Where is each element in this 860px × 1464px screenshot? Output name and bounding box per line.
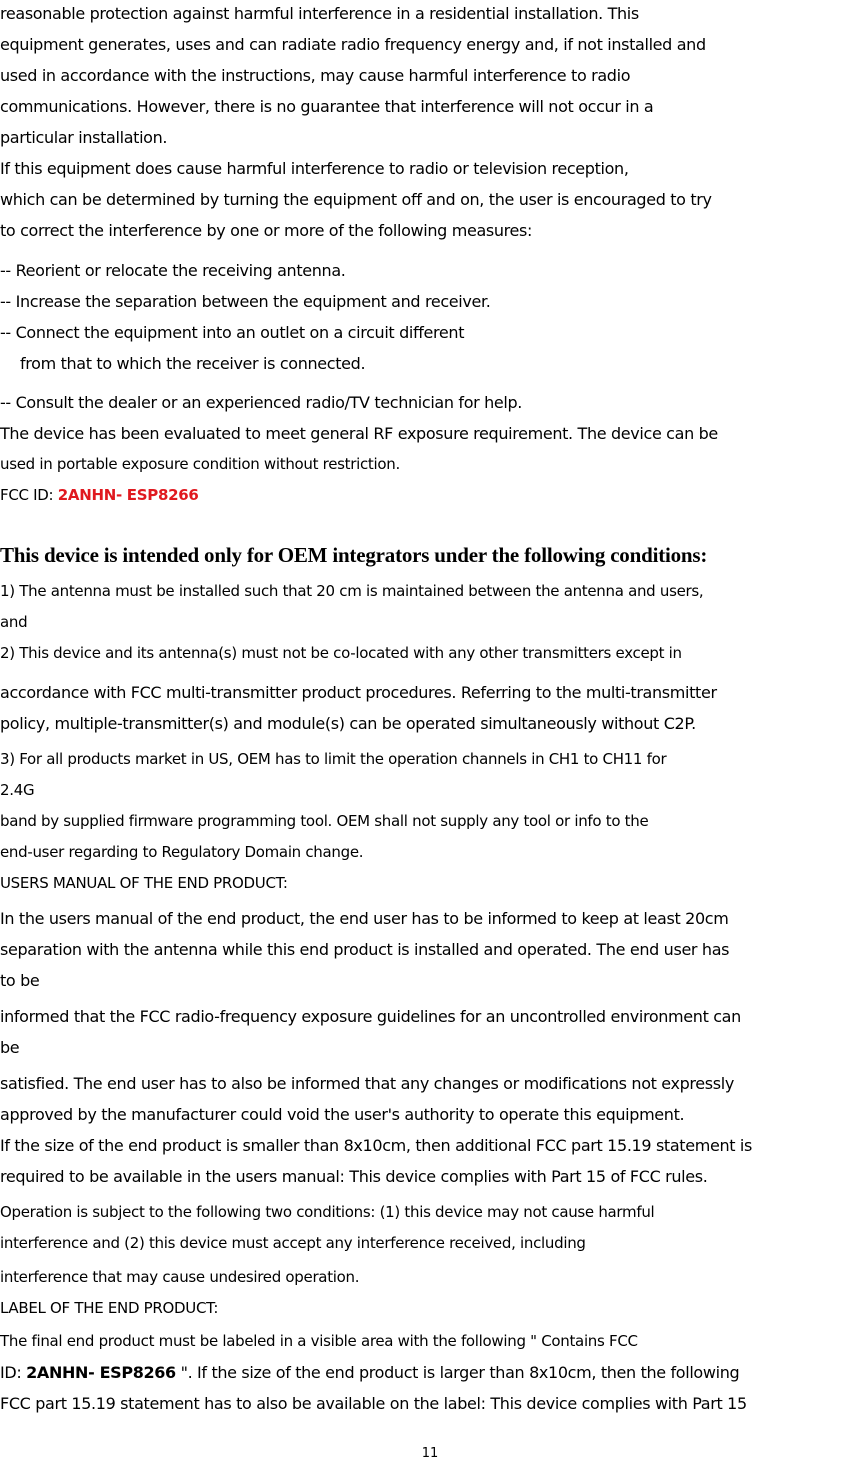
fcc-id-label: FCC ID: bbox=[0, 486, 58, 504]
condition-line: and bbox=[0, 613, 28, 631]
body-line: used in portable exposure condition without restriction. bbox=[0, 455, 400, 473]
body-line: communications. However, there is no guarantee that interference will not occur in a bbox=[0, 97, 654, 116]
fcc-id-label-line bbox=[0, 1357, 860, 1388]
manual-line: separation with the antenna while this end product is installed and operated. The end user has bbox=[0, 940, 730, 959]
measure-item-continued: from that to which the receiver is connected. bbox=[20, 354, 366, 373]
oem-conditions-heading: This device is intended only for OEM integrators under the following conditions: bbox=[0, 543, 708, 567]
fcc-id-line bbox=[0, 480, 860, 511]
id-suffix: ". If the size of the end product is larger than 8x10cm, then the following bbox=[175, 1363, 740, 1382]
measure-item: -- Increase the separation between the equipment and receiver. bbox=[0, 292, 491, 311]
body-line: used in accordance with the instructions, may cause harmful interference to radio bbox=[0, 66, 631, 85]
condition-line: 1) The antenna must be installed such that 20 cm is maintained between the antenna and users, bbox=[0, 582, 704, 600]
manual-line: be bbox=[0, 1038, 20, 1057]
manual-line: Operation is subject to the following two conditions: (1) this device may not cause harmful bbox=[0, 1203, 655, 1221]
manual-line: interference and (2) this device must accept any interference received, including bbox=[0, 1234, 586, 1252]
measure-item: -- Connect the equipment into an outlet on a circuit different bbox=[0, 323, 465, 342]
condition-line: end-user regarding to Regulatory Domain change. bbox=[0, 843, 364, 861]
body-line: to correct the interference by one or more of the following measures: bbox=[0, 221, 533, 240]
label-line: The final end product must be labeled in a visible area with the following " Contains FCC bbox=[0, 1332, 638, 1350]
body-line: If this equipment does cause harmful interference to radio or television reception, bbox=[0, 159, 629, 178]
manual-line: interference that may cause undesired operation. bbox=[0, 1268, 360, 1286]
body-line: The device has been evaluated to meet general RF exposure requirement. The device can be bbox=[0, 424, 718, 443]
body-line: equipment generates, uses and can radiate radio frequency energy and, if not installed and bbox=[0, 35, 706, 54]
id-prefix: ID: bbox=[0, 1363, 27, 1382]
section-title-users-manual: USERS MANUAL OF THE END PRODUCT: bbox=[0, 874, 288, 892]
measure-item: -- Reorient or relocate the receiving antenna. bbox=[0, 261, 346, 280]
body-line: which can be determined by turning the equipment off and on, the user is encouraged to try bbox=[0, 190, 712, 209]
manual-line: required to be available in the users manual: This device complies with Part 15 of FCC rules. bbox=[0, 1167, 708, 1186]
measure-item: -- Consult the dealer or an experienced radio/TV technician for help. bbox=[0, 393, 523, 412]
condition-line: 2) This device and its antenna(s) must not be co-located with any other transmitters except in bbox=[0, 644, 682, 662]
condition-line: band by supplied firmware programming tool. OEM shall not supply any tool or info to the bbox=[0, 812, 649, 830]
condition-line: policy, multiple-transmitter(s) and module(s) can be operated simultaneously without C2P. bbox=[0, 714, 696, 733]
page-number: 11 bbox=[421, 1446, 439, 1461]
section-title-label: LABEL OF THE END PRODUCT: bbox=[0, 1299, 219, 1317]
condition-line: 3) For all products market in US, OEM has to limit the operation channels in CH1 to CH11 for bbox=[0, 750, 667, 768]
manual-line: informed that the FCC radio-frequency exposure guidelines for an uncontrolled environment can bbox=[0, 1007, 741, 1026]
manual-line: If the size of the end product is smaller than 8x10cm, then additional FCC part 15.19 statement is bbox=[0, 1136, 752, 1155]
manual-line: approved by the manufacturer could void the user's authority to operate this equipment. bbox=[0, 1105, 685, 1124]
body-line: reasonable protection against harmful interference in a residential installation. This bbox=[0, 4, 639, 23]
fcc-id-value: 2ANHN- ESP8266 bbox=[26, 1363, 176, 1382]
condition-line: accordance with FCC multi-transmitter product procedures. Referring to the multi-transmitter bbox=[0, 683, 717, 702]
body-line: particular installation. bbox=[0, 128, 168, 147]
label-line: FCC part 15.19 statement has to also be available on the label: This device complies with Part 15 bbox=[0, 1394, 747, 1413]
condition-line: 2.4G bbox=[0, 781, 35, 799]
manual-line: to be bbox=[0, 971, 40, 990]
manual-line: satisfied. The end user has to also be informed that any changes or modifications not expressly bbox=[0, 1074, 734, 1093]
manual-line: In the users manual of the end product, the end user has to be informed to keep at least 20cm bbox=[0, 909, 729, 928]
fcc-id-value: 2ANHN- ESP8266 bbox=[57, 486, 199, 504]
